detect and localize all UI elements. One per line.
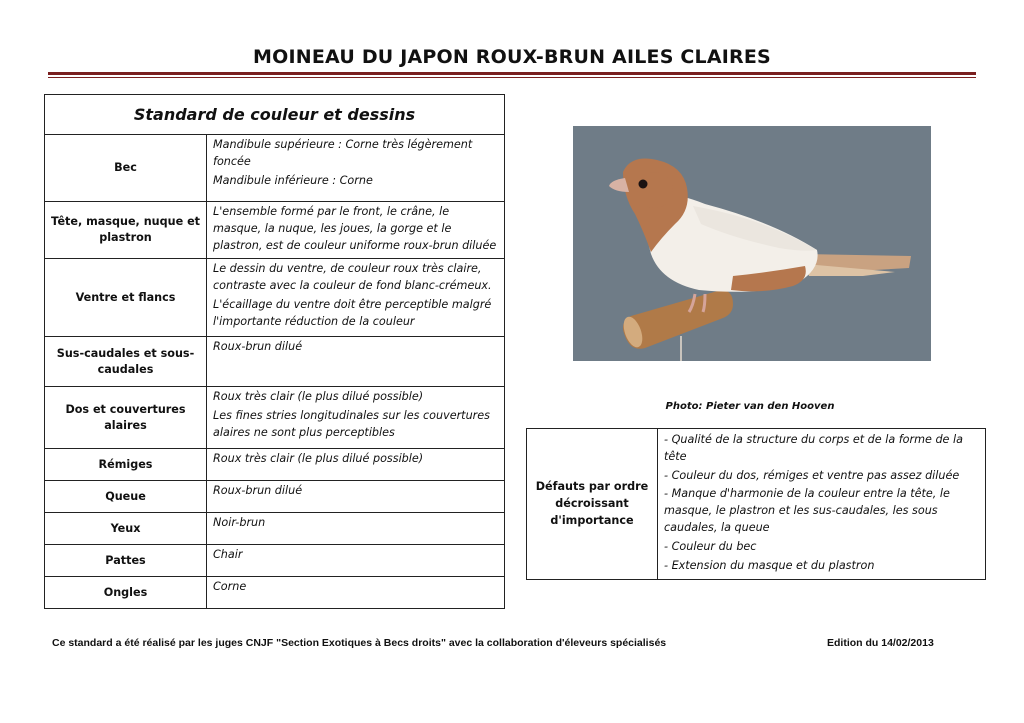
bird-illustration	[573, 126, 931, 361]
table-row	[45, 135, 505, 202]
row-value	[207, 135, 505, 202]
footer-edition: Edition du 14/02/2013	[827, 637, 934, 649]
table-row	[45, 545, 505, 577]
row-label: Rémiges	[45, 449, 207, 481]
title-rule	[48, 72, 976, 75]
defects-list	[658, 429, 986, 580]
defects-label: Défauts par ordre décroissant d'importance	[527, 429, 658, 580]
value-line: Noir-brun	[213, 516, 266, 530]
standard-table	[44, 94, 505, 609]
row-value	[207, 387, 505, 449]
value-line: Mandibule supérieure : Corne très légèrement foncée	[213, 138, 473, 168]
row-label: Ventre et flancs	[45, 259, 207, 337]
row-label: Tête, masque, nuque et plastron	[45, 202, 207, 259]
value-line: Chair	[213, 548, 243, 562]
value-line: Roux très clair (le plus dilué possible)	[213, 390, 424, 404]
page-title: MOINEAU DU JAPON ROUX-BRUN AILES CLAIRES	[253, 46, 771, 68]
row-label: Pattes	[45, 545, 207, 577]
row-value	[207, 577, 505, 609]
defects-table	[526, 428, 986, 580]
title-rule-thin	[48, 77, 976, 78]
value-line: Les fines stries longitudinales sur les couvertures alaires ne sont plus perceptibles	[213, 409, 490, 439]
row-value	[207, 202, 505, 259]
row-label: Dos et couvertures alaires	[45, 387, 207, 449]
list-item: - Couleur du dos, rémiges et ventre pas assez diluée	[664, 468, 960, 482]
standard-heading: Standard de couleur et dessins	[45, 95, 505, 135]
list-item: - Manque d'harmonie de la couleur entre la tête, le masque, le plastron et les sus-caudales, les sous caudales, la queue	[664, 487, 950, 534]
value-line: Roux-brun dilué	[213, 340, 303, 354]
value-line: Le dessin du ventre, de couleur roux très claire, contraste avec la couleur de fond blanc-crémeux.	[213, 262, 492, 293]
list-item: - Extension du masque et du plastron	[664, 558, 875, 572]
footer-credits: Ce standard a été réalisé par les juges CNJF "Section Exotiques à Becs droits" avec la collaboration d'éleveurs spécialisés	[52, 637, 667, 649]
row-value	[207, 481, 505, 513]
table-row	[45, 449, 505, 481]
table-row	[45, 513, 505, 545]
table-row	[45, 259, 505, 337]
row-label: Ongles	[45, 577, 207, 609]
value-line: Roux-brun dilué	[213, 484, 303, 498]
value-line: Corne	[213, 580, 247, 594]
value-line: Roux très clair (le plus dilué possible)	[213, 452, 424, 466]
list-item: - Qualité de la structure du corps et de la forme de la tête	[664, 433, 963, 463]
row-label: Bec	[45, 135, 207, 202]
row-value	[207, 513, 505, 545]
table-row	[45, 337, 505, 387]
bird-photo	[573, 126, 931, 361]
row-label: Queue	[45, 481, 207, 513]
photo-credit: Photo: Pieter van den Hooven	[665, 401, 835, 412]
row-value	[207, 545, 505, 577]
value-line: Mandibule inférieure : Corne	[213, 173, 373, 187]
row-value	[207, 449, 505, 481]
row-value	[207, 259, 505, 337]
row-label: Yeux	[45, 513, 207, 545]
row-label: Sus-caudales et sous-caudales	[45, 337, 207, 387]
table-row	[45, 481, 505, 513]
table-row	[45, 202, 505, 259]
table-row	[45, 577, 505, 609]
table-row	[45, 387, 505, 449]
value-line: L'écaillage du ventre doit être perceptible malgré l'importante réduction de la couleur	[213, 297, 492, 328]
row-value	[207, 337, 505, 387]
value-line: L'ensemble formé par le front, le crâne, le masque, la nuque, les joues, la gorge et le plastron, est de couleur uniforme roux-brun diluée	[213, 205, 497, 252]
list-item: - Couleur du bec	[664, 539, 757, 553]
